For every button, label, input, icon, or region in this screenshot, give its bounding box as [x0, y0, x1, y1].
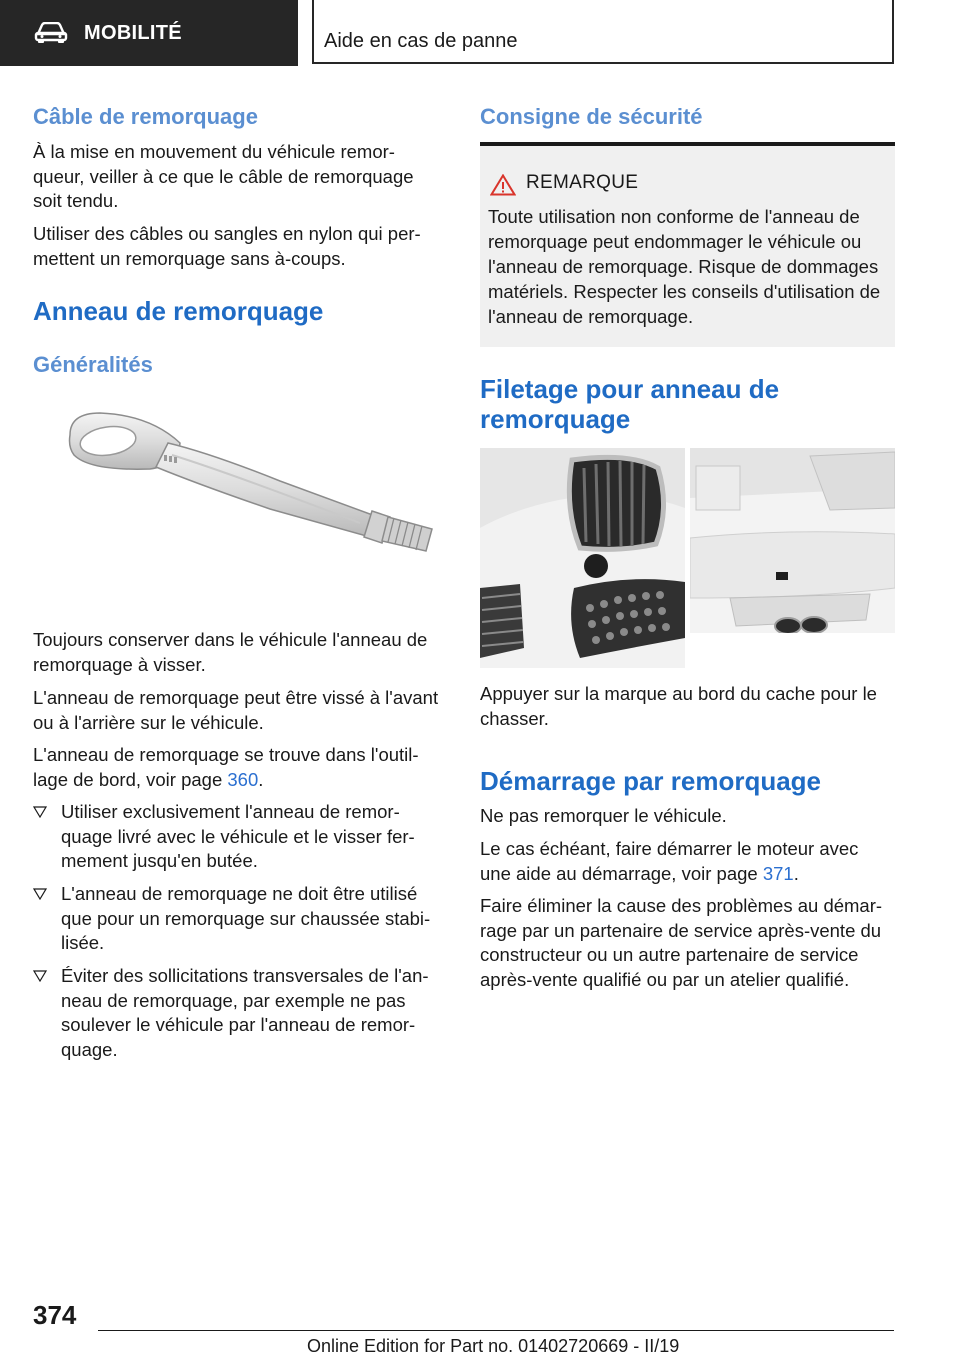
thread-heading: Filetage pour anneau de remorquage — [480, 374, 780, 434]
warning-triangle-icon — [490, 174, 516, 196]
page-number: 374 — [33, 1300, 77, 1330]
section-title: MOBILITÉ — [84, 21, 182, 44]
start-paragraph-2: Le cas échéant, faire démarrer le moteur avec une aide au démarrage, voir page 371. — [480, 838, 859, 884]
triangle-bullet-icon — [33, 970, 47, 982]
ring-paragraph-3: L'anneau de remorquage se trouve dans l'outil-lage de bord, voir page 360. — [33, 744, 419, 790]
list-item — [33, 800, 451, 880]
page-header — [0, 0, 960, 66]
general-heading: Généralités — [33, 352, 153, 377]
safety-heading: Consigne de sécurité — [480, 104, 703, 129]
warning-text: Toute utilisation non conforme de l'anneau de remorquage peut endommager le véhicule ou l'anneau de remorquage. Risque de dommages matériels. Respecter les conseils d'utilisation de l'anneau de remorquage. — [488, 206, 881, 327]
list-item-text: Utiliser exclusivement l'anneau de remor-quage livré avec le véhicule et le visser fer-mement jusqu'en butée. — [61, 801, 415, 871]
chapter-tab — [312, 0, 894, 64]
ring-paragraph-2: L'anneau de remorquage peut être vissé à l'avant ou à l'arrière sur le véhicule. — [33, 687, 439, 733]
warning-box — [480, 142, 895, 347]
thread-paragraph: Appuyer sur la marque au bord du cache pour le chasser. — [480, 683, 877, 729]
list-item-text: L'anneau de remorquage ne doit être utilisé que pour un remorquage sur chaussée stabi-lisée. — [61, 883, 431, 953]
page-link-360[interactable]: 360 — [227, 768, 259, 790]
section-tab — [0, 0, 298, 66]
warning-label: REMARQUE — [526, 172, 639, 193]
tow-ring-illustration — [60, 405, 440, 565]
cable-heading: Câble de remorquage — [33, 104, 258, 129]
triangle-bullet-icon — [33, 888, 47, 900]
footer-divider — [98, 1330, 894, 1331]
ring-heading: Anneau de remorquage — [33, 296, 324, 326]
list-item-text: Éviter des sollicitations transversales de l'an-neau de remorquage, par exemple ne pas soulever le véhicule par l'anneau de remor-quage. — [61, 965, 429, 1060]
triangle-bullet-icon — [33, 806, 47, 818]
start-paragraph-3: Faire éliminer la cause des problèmes au démar-rage par un partenaire de service après-vente du constructeur ou un autre partenaire de service après-vente qualifié ou par un atelier qualifié. — [480, 895, 883, 990]
page-link-371[interactable]: 371 — [762, 862, 794, 884]
front-bumper-photo — [480, 448, 685, 668]
cable-paragraph-2: Utiliser des câbles ou sangles en nylon qui per-mettent un remorquage sans à-coups. — [33, 223, 421, 269]
rear-bumper-photo — [690, 448, 895, 633]
chapter-title: Aide en cas de panne — [324, 30, 518, 52]
cable-paragraph-1: À la mise en mouvement du véhicule remor-queur, veiller à ce que le câble de remorquage soit tendu. — [33, 141, 414, 211]
car-icon — [34, 22, 68, 44]
list-item — [33, 964, 451, 1074]
start-heading: Démarrage par remorquage — [480, 766, 822, 796]
ring-paragraph-3-text: L'anneau de remorquage se trouve dans l'outil-lage de bord, voir page — [33, 744, 419, 790]
start-paragraph-2-text: Le cas échéant, faire démarrer le moteur avec une aide au démarrage, voir page — [480, 838, 859, 884]
list-item — [33, 882, 451, 962]
ring-paragraph-1: Toujours conserver dans le véhicule l'anneau de remorquage à visser. — [33, 629, 428, 675]
start-paragraph-1: Ne pas remorquer le véhicule. — [480, 805, 727, 826]
footer-edition: Online Edition for Part no. 01402720669 - II/19 — [307, 1336, 680, 1356]
